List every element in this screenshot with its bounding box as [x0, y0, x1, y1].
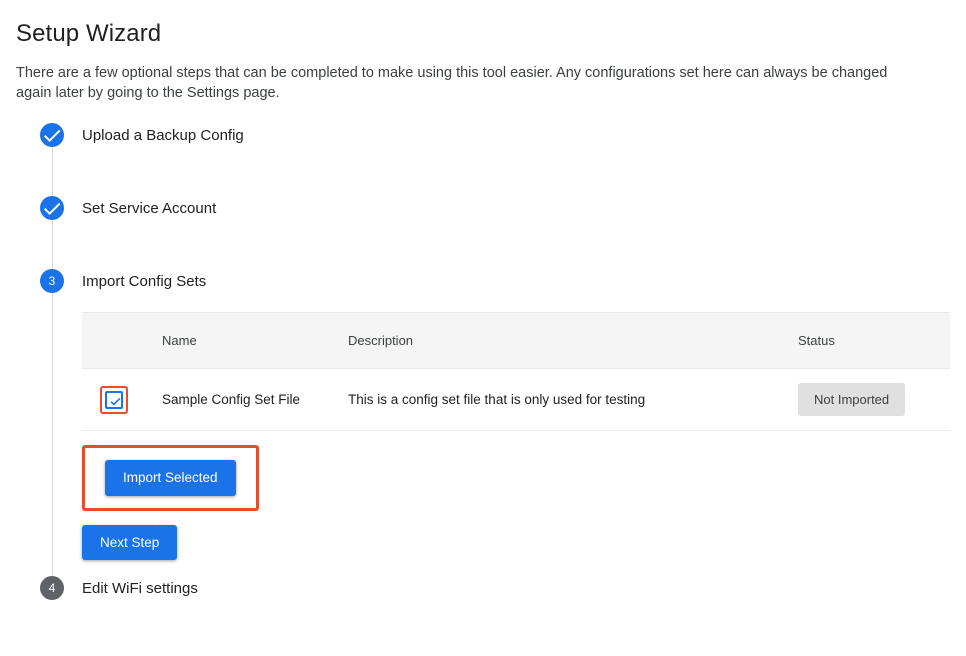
step-set-service-account[interactable] [40, 196, 950, 269]
step-2-label: Set Service Account [82, 199, 217, 217]
setup-stepper [40, 123, 950, 612]
step-3-number: 3 [40, 269, 64, 293]
step-4-number: 4 [40, 576, 64, 600]
status-badge: Not Imported [798, 383, 905, 416]
import-selected-highlight-box [82, 445, 259, 511]
column-header-name: Name [144, 313, 340, 369]
next-step-row [82, 525, 950, 561]
table-header-row [82, 313, 950, 369]
step-1-check-icon [40, 123, 64, 147]
step-1-label: Upload a Backup Config [82, 126, 244, 144]
step-import-config-sets[interactable] [40, 269, 950, 577]
column-header-description: Description [340, 313, 780, 369]
column-header-status: Status [780, 313, 950, 369]
step-3-connector [52, 293, 53, 581]
checkbox-highlight-box [100, 386, 128, 414]
row-status-cell [780, 369, 950, 431]
import-selected-button[interactable]: Import Selected [105, 460, 236, 496]
row-name: Sample Config Set File [144, 369, 340, 431]
step-upload-backup-config[interactable] [40, 123, 950, 196]
row-select-checkbox[interactable] [105, 391, 123, 409]
import-config-sets-panel [82, 294, 950, 567]
next-step-button[interactable]: Next Step [82, 525, 177, 561]
page-subtitle: There are a few optional steps that can be completed to make using this tool easier. Any configurations set here can always be changed again later by going to the Settings page. [16, 64, 888, 101]
step-2-check-icon [40, 196, 64, 220]
step-1-connector [52, 147, 53, 200]
page-title: Setup Wizard [16, 20, 162, 47]
column-header-select [82, 313, 144, 369]
config-sets-table [82, 312, 950, 432]
step-2-connector [52, 220, 53, 273]
row-description: This is a config set file that is only used for testing [340, 369, 780, 431]
table-row [82, 369, 950, 431]
step-4-label: Edit WiFi settings [82, 580, 198, 597]
row-select-cell [82, 369, 144, 431]
step-3-label: Import Config Sets [82, 272, 207, 290]
step-edit-wifi-settings[interactable] [40, 576, 950, 611]
